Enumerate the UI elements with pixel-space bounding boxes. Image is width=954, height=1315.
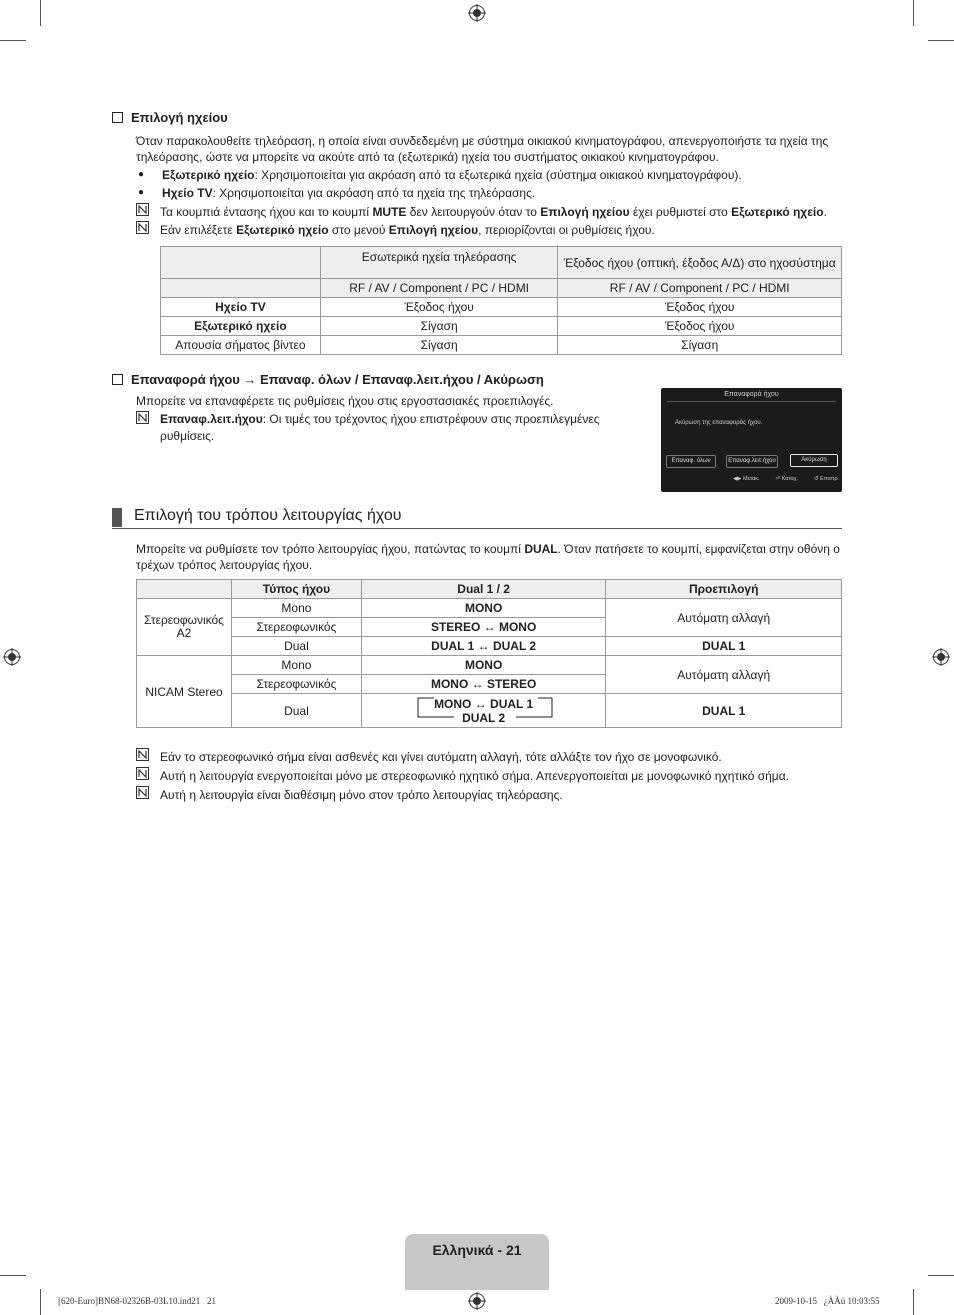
osd-cancel-button[interactable]: Ακύρωση [790,454,838,467]
note-item: Επαναφ.λειτ.ήχου: Οι τιμές του τρέχοντος ήχου επιστρέφουν στις προεπιλεγμένες ρυθμίσεις. [136,411,616,445]
sound-mode-table [136,579,842,728]
crop-mark [928,40,954,41]
note-icon [136,767,149,780]
registration-mark-icon [932,648,950,666]
crop-mark [0,40,26,41]
table-row: Dual DUAL 1 ↔ DUAL 2 DUAL 1 [137,637,842,656]
speaker-select-intro: Όταν παρακολουθείτε τηλεόραση, η οποία είναι συνδεδεμένη με σύστημα οικιακού κινηματογράφου, απενεργοποιήστε τα ηχεία της τηλεόρασης, ώστε να μπορείτε να ακούτε από τα (εξωτερικά) ηχεία του συστήματος οικιακού κινηματογράφου. [136,134,829,164]
speaker-output-table [160,246,842,355]
table-row: Dual MONO ↔ DUAL 1 DUAL 2 DUAL 1 [137,694,842,728]
section-title-sound-reset: Επαναφορά ήχου → Επαναφ. όλων / Επαναφ.λειτ.ήχου / Ακύρωση [112,372,544,387]
speaker-bullets [136,166,844,239]
bullet-icon: ● [138,169,145,180]
table-header: Εσωτερικά ηχεία τηλεόρασης [320,247,558,279]
osd-hints: ◀▶ Μετακ. ⏎ Καταχ. ↺ Επιστρ. [733,476,839,482]
print-file-info: [620-Euro]BN68-02326B-03L10.ind21 21 [58,1296,216,1306]
table-corner-cell [161,279,321,298]
osd-title-divider [667,401,836,402]
table-row: Ηχείο TV Έξοδος ήχου Έξοδος ήχου [161,298,842,317]
table-row: Στερεοφωνικός STEREO ↔ MONO [137,618,842,637]
print-timestamp: 2009-10-15 ¿ÀÀü 10:03:55 [775,1296,880,1306]
bullet-icon: ● [138,187,145,198]
osd-sound-reset-screen [661,388,842,492]
sound-mode-notes [136,748,844,805]
osd-reset-all-button[interactable]: Επαναφ. όλων [666,455,716,468]
table-row: Στερεοφωνικός MONO ↔ STEREO [137,675,842,694]
group-label: Στερεοφωνικός A2 [137,599,232,656]
group-label: NICAM Stereo [137,656,232,728]
osd-reset-mode-button[interactable]: Επαναφ.λειτ.ήχου [726,455,778,468]
enter-icon: ⏎ [775,476,781,482]
table-corner-cell [137,580,232,599]
section-heading-bar [112,508,122,527]
table-row: Απουσία σήματος βίντεο Σίγαση Σίγαση [161,336,842,355]
crop-mark [913,0,914,26]
note-icon [136,748,149,761]
move-arrows-icon: ◀▶ [733,476,742,482]
table-corner-cell [161,247,321,279]
table-header: Έξοδος ήχου (οπτική, έξοδος Α/Δ) στο ηχοσύστημα [558,247,842,279]
table-row: NICAM Stereo Mono MONO Αυτόματη αλλαγή [137,656,842,675]
table-header: Προεπιλογή [606,580,842,599]
note-item: Αυτή η λειτουργία ενεργοποιείται μόνο με στερεοφωνικό ηχητικό σήμα. Απενεργοποιείται με μονοφωνικό ηχητικό σήμα. [136,767,844,786]
registration-mark-icon [468,4,486,22]
registration-mark-icon [468,1292,486,1310]
section-heading: Επιλογή του τρόπου λειτουργίας ήχου [134,507,402,524]
sound-reset-text: Μπορείτε να επαναφέρετε τις ρυθμίσεις ήχου στις εργοστασιακές προεπιλογές. [136,394,554,408]
checkbox-square-icon [112,374,123,385]
note-item: Τα κουμπιά έντασης ήχου και το κουμπί MUTE δεν λειτουργούν όταν το Επιλογή ηχείου έχει ρυθμιστεί στο Εξωτερικό ηχείο. [136,203,844,221]
page-number: Ελληνικά - 21 [432,1242,522,1258]
list-item: ● Εξωτερικό ηχείο: Χρησιμοποιείται για ακρόαση από τα εξωτερικά ηχεία (σύστημα οικιακού κινηματογράφου). [138,168,742,182]
note-icon [136,411,149,424]
note-icon [136,221,149,234]
crop-mark [913,1289,914,1315]
table-row: Στερεοφωνικός A2 Mono MONO Αυτόματη αλλαγή [137,599,842,618]
note-item: Εάν το στερεοφωνικό σήμα είναι ασθενές και γίνει αυτόματη αλλαγή, τότε αλλάξτε τον ήχο σε μονοφωνικό. [136,748,844,767]
crop-mark [0,1275,26,1276]
registration-mark-icon [3,648,21,666]
note-item: Εάν επιλέξετε Εξωτερικό ηχείο στο μενού Επιλογή ηχείου, περιορίζονται οι ρυθμίσεις ήχου. [136,221,844,239]
note-icon [136,786,149,799]
section-title-speaker-select: Επιλογή ηχείου [112,110,228,125]
osd-message: Ακύρωση της επαναφοράς ήχου. [675,420,763,426]
list-item: ● Ηχείο TV: Χρησιμοποιείται για ακρόαση από τα ηχεία της τηλεόρασης. [138,186,536,200]
crop-mark [928,1275,954,1276]
table-subheader: RF / AV / Component / PC / HDMI [320,279,558,298]
note-icon [136,203,149,216]
crop-mark [40,0,41,26]
sound-mode-intro: Μπορείτε να ρυθμίσετε τον τρόπο λειτουργίας ήχου, πατώντας το κουμπί DUAL. Όταν πατήσετε το κουμπί, εμφανίζεται στην οθόνη ο τρέχων τρόπος λειτουργίας ήχου. [136,542,840,572]
table-subheader: RF / AV / Component / PC / HDMI [558,279,842,298]
table-header: Τύπος ήχου [231,580,361,599]
osd-title: Επαναφορά ήχου [724,391,779,398]
table-header: Dual 1 / 2 [361,580,606,599]
crop-mark [40,1289,41,1315]
return-icon: ↺ [813,476,819,482]
cycle-bracket-icon [414,697,556,721]
note-item: Αυτή η λειτουργία είναι διαθέσιμη μόνο στον τρόπο λειτουργίας τηλεόρασης. [136,786,844,805]
section-heading-underline [112,528,842,529]
checkbox-square-icon [112,112,123,123]
table-row: Εξωτερικό ηχείο Σίγαση Έξοδος ήχου [161,317,842,336]
